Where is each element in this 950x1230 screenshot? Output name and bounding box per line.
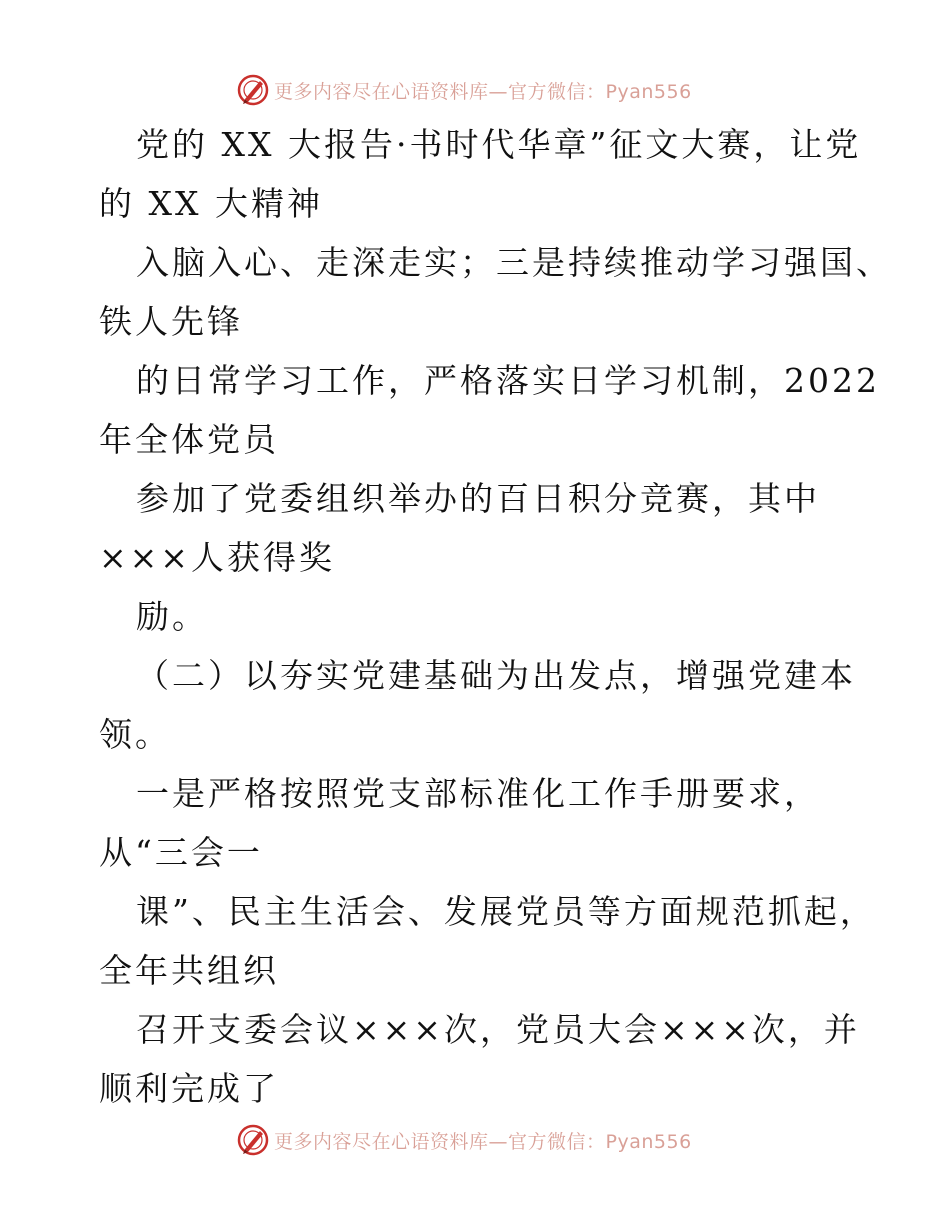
body-line: 参加了党委组织举办的百日积分竞赛，其中: [136, 479, 820, 518]
footer-watermark-text: 更多内容尽在心语资料库—官方微信：Pyan556: [274, 1130, 692, 1153]
body-line: ×××人获得奖: [99, 538, 335, 577]
body-line: 一是严格按照党支部标准化工作手册要求，: [136, 774, 820, 813]
header-watermark-text: 更多内容尽在心语资料库—官方微信：Pyan556: [274, 80, 692, 103]
body-line: 全年共组织: [99, 951, 279, 990]
body-line: 年全体党员: [99, 420, 279, 459]
body-line: 入脑入心、走深走实；三是持续推动学习强国、: [136, 243, 892, 282]
body-line: 铁人先锋: [99, 302, 243, 341]
body-line: 的 XX 大精神: [99, 184, 323, 223]
body-line: 励。: [136, 597, 208, 636]
section-heading: （二）以夯实党建基础为出发点，增强党建本: [136, 656, 856, 695]
body-line: 顺利完成了: [99, 1069, 279, 1108]
body-line: 的日常学习工作，严格落实日学习机制，2022: [136, 361, 880, 400]
body-line: 领。: [99, 715, 171, 754]
body-line: 党的 XX 大报告·书时代华章”征文大赛，让党: [136, 125, 862, 164]
body-line: 课”、民主生活会、发展党员等方面规范抓起，: [136, 892, 876, 931]
pen-seal-icon: [236, 1123, 270, 1157]
body-line: 从“三会一: [99, 833, 263, 872]
body-line: 召开支委会议×××次，党员大会×××次，并: [136, 1010, 860, 1049]
footer-watermark: [236, 1123, 692, 1157]
